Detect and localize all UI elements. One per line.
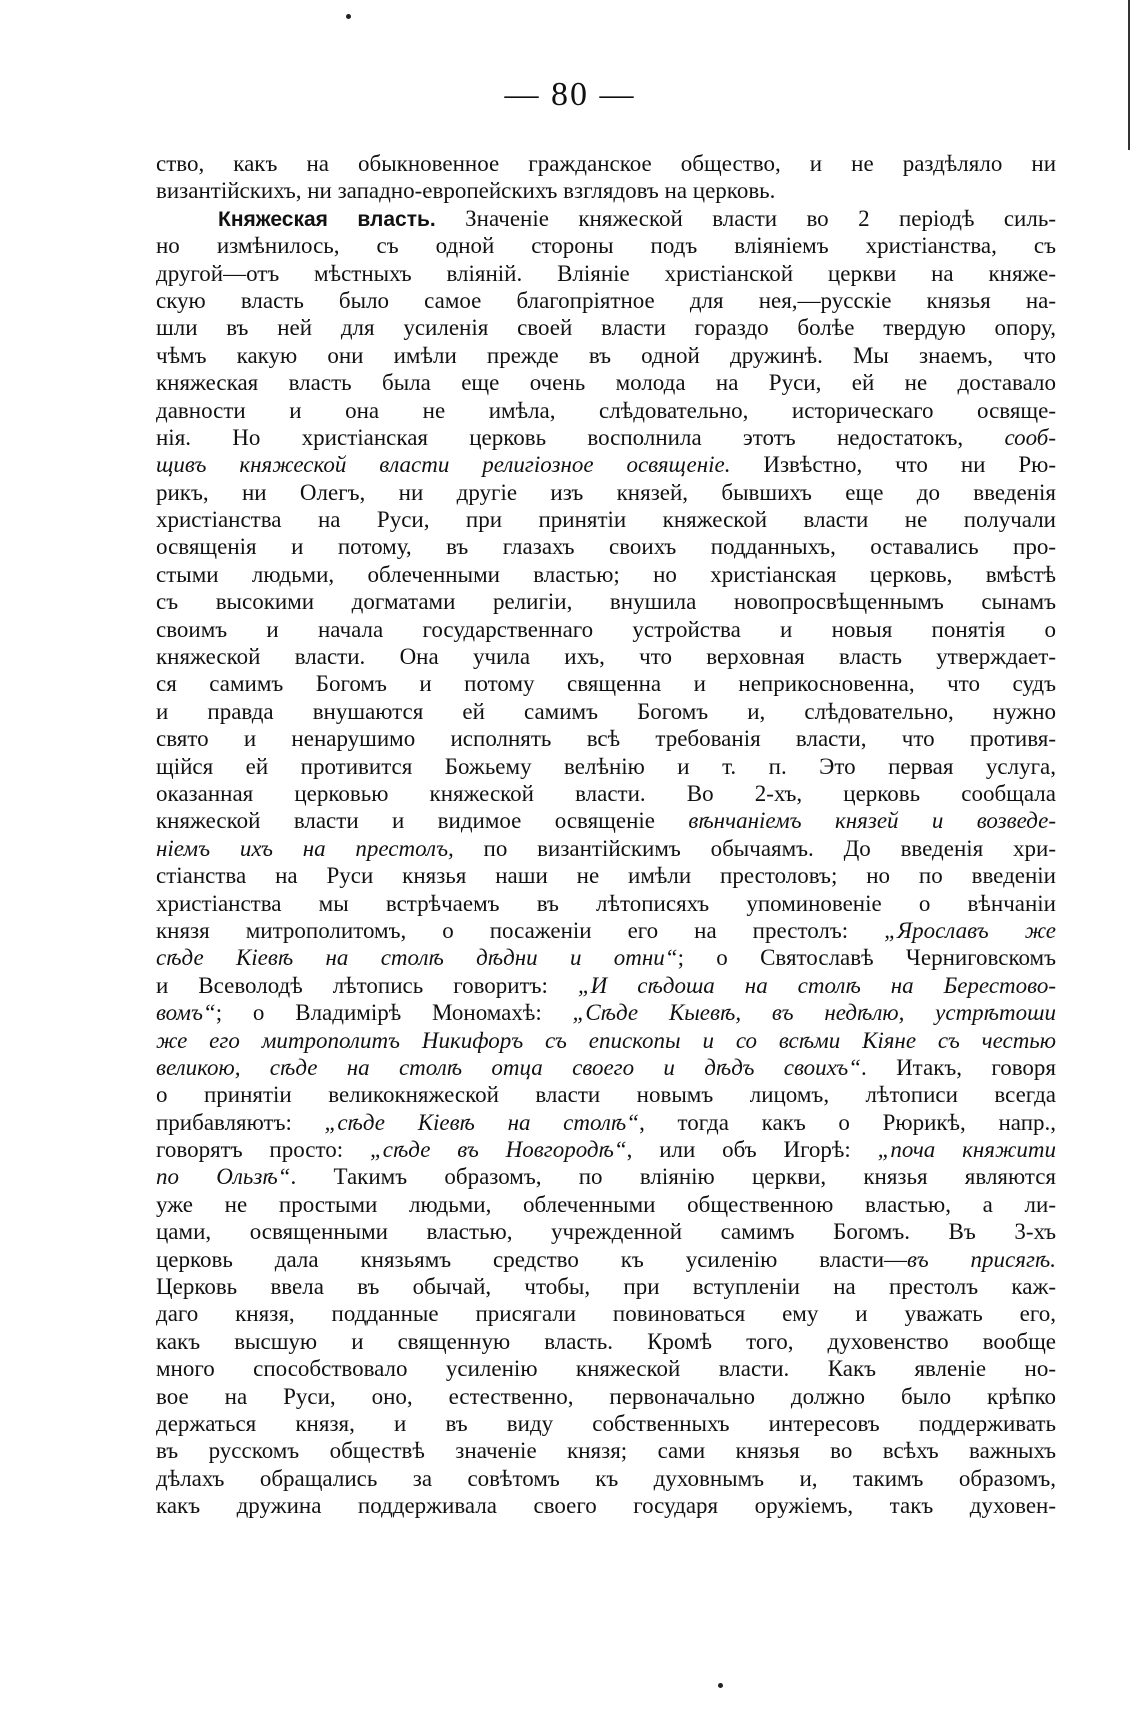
text-line [156, 479, 1056, 506]
italic-text: „Ярославъ же [884, 917, 1056, 943]
text-segment: Значеніе княжеской власти во 2 періодѣ силь- [435, 205, 1056, 231]
text-line [156, 150, 1056, 177]
text-segment: вое на Руси, оно, естественно, первоначально должно было крѣпко [156, 1383, 1056, 1409]
text-segment: и правда внушаются ей самимъ Богомъ и, слѣдовательно, нужно [156, 698, 1056, 724]
text-segment: и Всеволодѣ лѣтопись говоритъ: [156, 972, 578, 998]
text-segment: княжеской власти. Она учила ихъ, что верховная власть утверждает- [156, 644, 1056, 670]
body-text [156, 150, 1056, 1520]
italic-text: „сѣде въ Новгородѣ“ [369, 1137, 627, 1163]
text-segment: христіанства на Руси, при принятіи княжеской власти не получали [156, 507, 1056, 533]
text-line [156, 670, 1056, 697]
text-segment: Извѣстно, что ни Рю- [730, 452, 1056, 478]
text-segment: Церковь ввела въ обычай, чтобы, при вступленіи на престолъ каж- [156, 1274, 1056, 1300]
text-line [156, 890, 1056, 917]
italic-text: сооб- [1004, 424, 1056, 450]
text-line [156, 177, 1056, 204]
text-segment: цами, освященными властью, учрежденной самимъ Богомъ. Въ 3-хъ [156, 1219, 1056, 1245]
text-segment: ство, какъ на обыкновенное гражданское общество, и не раздѣляло ни [156, 151, 1056, 176]
text-segment: другой—отъ мѣстныхъ вліяній. Вліяніе христіанской церкви на княже- [156, 260, 1056, 286]
text-segment: своимъ и начала государственнаго устройства и новыя понятія о [156, 616, 1056, 642]
italic-text: „поча княжити [877, 1137, 1056, 1163]
section-heading: Княжеская власть. [218, 207, 436, 231]
text-line [156, 205, 1056, 232]
italic-text: вомъ“ [156, 1000, 216, 1026]
text-line [156, 1027, 1056, 1054]
text-line [156, 1355, 1056, 1382]
text-line [156, 1492, 1056, 1519]
text-segment: ся самимъ Богомъ и потому священна и неприкосновенна, что судъ [156, 671, 1056, 697]
text-line [156, 1136, 1056, 1163]
text-segment: шли въ ней для усиленія своей власти гораздо болѣе твердую опору, [156, 315, 1056, 341]
text-segment: о принятіи великокняжеской власти новымъ лицомъ, лѣтописи всегда [156, 1082, 1056, 1108]
text-line [156, 972, 1056, 999]
text-segment: много способствовало усиленію княжеской власти. Какъ явленіе но- [156, 1356, 1056, 1382]
text-segment: княжеская власть была еще очень молода на Руси, ей не доставало [156, 370, 1056, 396]
text-segment: чѣмъ какую они имѣли прежде въ одной дружинѣ. Мы знаемъ, что [156, 342, 1056, 368]
text-line [156, 424, 1056, 451]
text-line [156, 314, 1056, 341]
text-segment: какъ дружина поддерживала своего государя оружіемъ, такъ духовен- [156, 1493, 1056, 1519]
text-segment: говорятъ просто: [156, 1137, 370, 1163]
italic-text: ніемъ ихъ на престолъ, [156, 835, 454, 861]
text-segment: держаться князя, и въ виду собственныхъ интересовъ поддерживать [156, 1410, 1056, 1436]
text-segment: освященія и потому, въ глазахъ своихъ подданныхъ, оставались про- [156, 534, 1056, 560]
text-line [156, 753, 1056, 780]
text-line [156, 561, 1056, 588]
text-segment: ; о Святославѣ Черниговскомъ [677, 945, 1056, 971]
text-segment: рикъ, ни Олегъ, ни другіе изъ князей, бывшихъ еще до введенія [156, 479, 1056, 505]
text-line [156, 1328, 1056, 1355]
italic-text: щивъ княжеской власти религіозное освященіе. [156, 452, 731, 478]
text-segment: церковь дала князьямъ средство къ усиленію власти— [156, 1246, 908, 1272]
italic-text: же его митрополитъ Никифоръ съ епископы и со всѣми Кіяне съ честью [156, 1027, 1056, 1053]
ink-speck-top [346, 14, 351, 19]
italic-text: „И сѣдоша на столѣ на Берестово- [577, 972, 1056, 998]
text-line [156, 369, 1056, 396]
text-line [156, 397, 1056, 424]
text-segment: , тогда какъ о Рюрикѣ, напр., [639, 1109, 1056, 1135]
text-line [156, 588, 1056, 615]
text-segment: по византійскимъ обычаямъ. До введенія хри- [453, 835, 1056, 861]
text-line [156, 1054, 1056, 1081]
text-line [156, 533, 1056, 560]
text-line [156, 780, 1056, 807]
text-line [156, 862, 1056, 889]
text-line [156, 725, 1056, 752]
text-line [156, 1081, 1056, 1108]
text-line [156, 506, 1056, 533]
text-segment: но измѣнилось, съ одной стороны подъ вліяніемъ христіанства, съ [156, 233, 1056, 259]
text-segment: . Итакъ, говоря [861, 1054, 1056, 1080]
text-line [156, 835, 1056, 862]
scan-edge-line [1128, 0, 1130, 150]
text-segment: ; о Владимірѣ Мономахѣ: [215, 1000, 573, 1026]
italic-text: въ присягѣ. [907, 1246, 1056, 1272]
text-line [156, 643, 1056, 670]
text-line [156, 1410, 1056, 1437]
text-line [156, 1383, 1056, 1410]
text-segment: княжеской власти и видимое освященіе [156, 808, 689, 834]
text-line [156, 999, 1056, 1026]
text-segment: , или объ Игорѣ: [626, 1137, 878, 1163]
text-line [156, 807, 1056, 834]
text-line [156, 287, 1056, 314]
text-line [156, 1109, 1056, 1136]
text-line [156, 451, 1056, 478]
ink-speck-bottom [718, 1683, 723, 1688]
text-segment: стыми людьми, облеченными властью; но христіанская церковь, вмѣстѣ [156, 561, 1056, 587]
text-line [156, 616, 1056, 643]
text-line [156, 260, 1056, 287]
text-segment: въ русскомъ обществѣ значеніе князя; сами князья во всѣхъ важныхъ [156, 1438, 1056, 1464]
italic-text: вѣнчаніемъ князей и возведе- [688, 808, 1056, 834]
text-line [156, 1465, 1056, 1492]
text-segment: дѣлахъ обращались за совѣтомъ къ духовнымъ и, такимъ образомъ, [156, 1465, 1056, 1491]
text-segment: свято и ненарушимо исполнять всѣ требованія власти, что противя- [156, 726, 1056, 752]
text-segment: оказанная церковью княжеской власти. Во 2-хъ, церковь сообщала [156, 780, 1056, 806]
text-segment: прибавляютъ: [156, 1109, 325, 1135]
text-line [156, 1437, 1056, 1464]
text-segment: какъ высшую и священную власть. Кромѣ того, духовенство вообще [156, 1328, 1056, 1354]
text-line [156, 1246, 1056, 1273]
italic-text: по Ользѣ“ [156, 1164, 291, 1190]
text-segment: щійся ей противится Божьему велѣнію и т. п. Это первая услуга, [156, 753, 1056, 779]
text-line [156, 342, 1056, 369]
italic-text: великою, сѣде на столѣ отца своего и дѣдъ своихъ“ [156, 1054, 862, 1080]
text-segment: даго князя, подданные присягали повиноваться ему и уважать его, [156, 1301, 1056, 1327]
text-segment: нія. Но христіанская церковь восполнила этотъ недостатокъ, [156, 424, 1005, 450]
text-line [156, 944, 1056, 971]
page-number: — 80 — [504, 76, 636, 113]
italic-text: „сѣде Кіевѣ на столѣ“ [324, 1109, 640, 1135]
text-segment: . Такимъ образомъ, по вліянію церкви, князья являются [290, 1164, 1056, 1190]
italic-text: „Сѣде Кыевѣ, въ недѣлю, устрѣтоши [572, 1000, 1056, 1026]
text-segment: христіанства мы встрѣчаемъ въ лѣтописяхъ упоминовеніе о вѣнчаніи [156, 890, 1056, 916]
text-line [156, 1163, 1056, 1190]
text-line [156, 232, 1056, 259]
text-segment: стіанства на Руси князья наши не имѣли престоловъ; но по введеніи [156, 863, 1056, 889]
text-line [156, 917, 1056, 944]
text-segment: давности и она не имѣла, слѣдовательно, историческаго освяще- [156, 397, 1056, 423]
text-line [156, 698, 1056, 725]
text-line [156, 1191, 1056, 1218]
text-segment: византійскихъ, ни западно-европейскихъ взглядовъ на церковь. [156, 178, 776, 204]
text-line [156, 1273, 1056, 1300]
text-line [156, 1218, 1056, 1245]
text-line [156, 1300, 1056, 1327]
italic-text: сѣде Кіевѣ на столѣ дѣдни и отни“ [156, 945, 678, 971]
text-segment: скую власть было самое благопріятное для нея,—русскіе князья на- [156, 287, 1056, 313]
text-segment: уже не простыми людьми, облеченными общественною властью, а ли- [156, 1191, 1056, 1217]
text-segment: князя митрополитомъ, о посаженіи его на престолъ: [156, 917, 885, 943]
text-segment: съ высокими догматами религіи, внушила новопросвѣщеннымъ сынамъ [156, 589, 1056, 615]
